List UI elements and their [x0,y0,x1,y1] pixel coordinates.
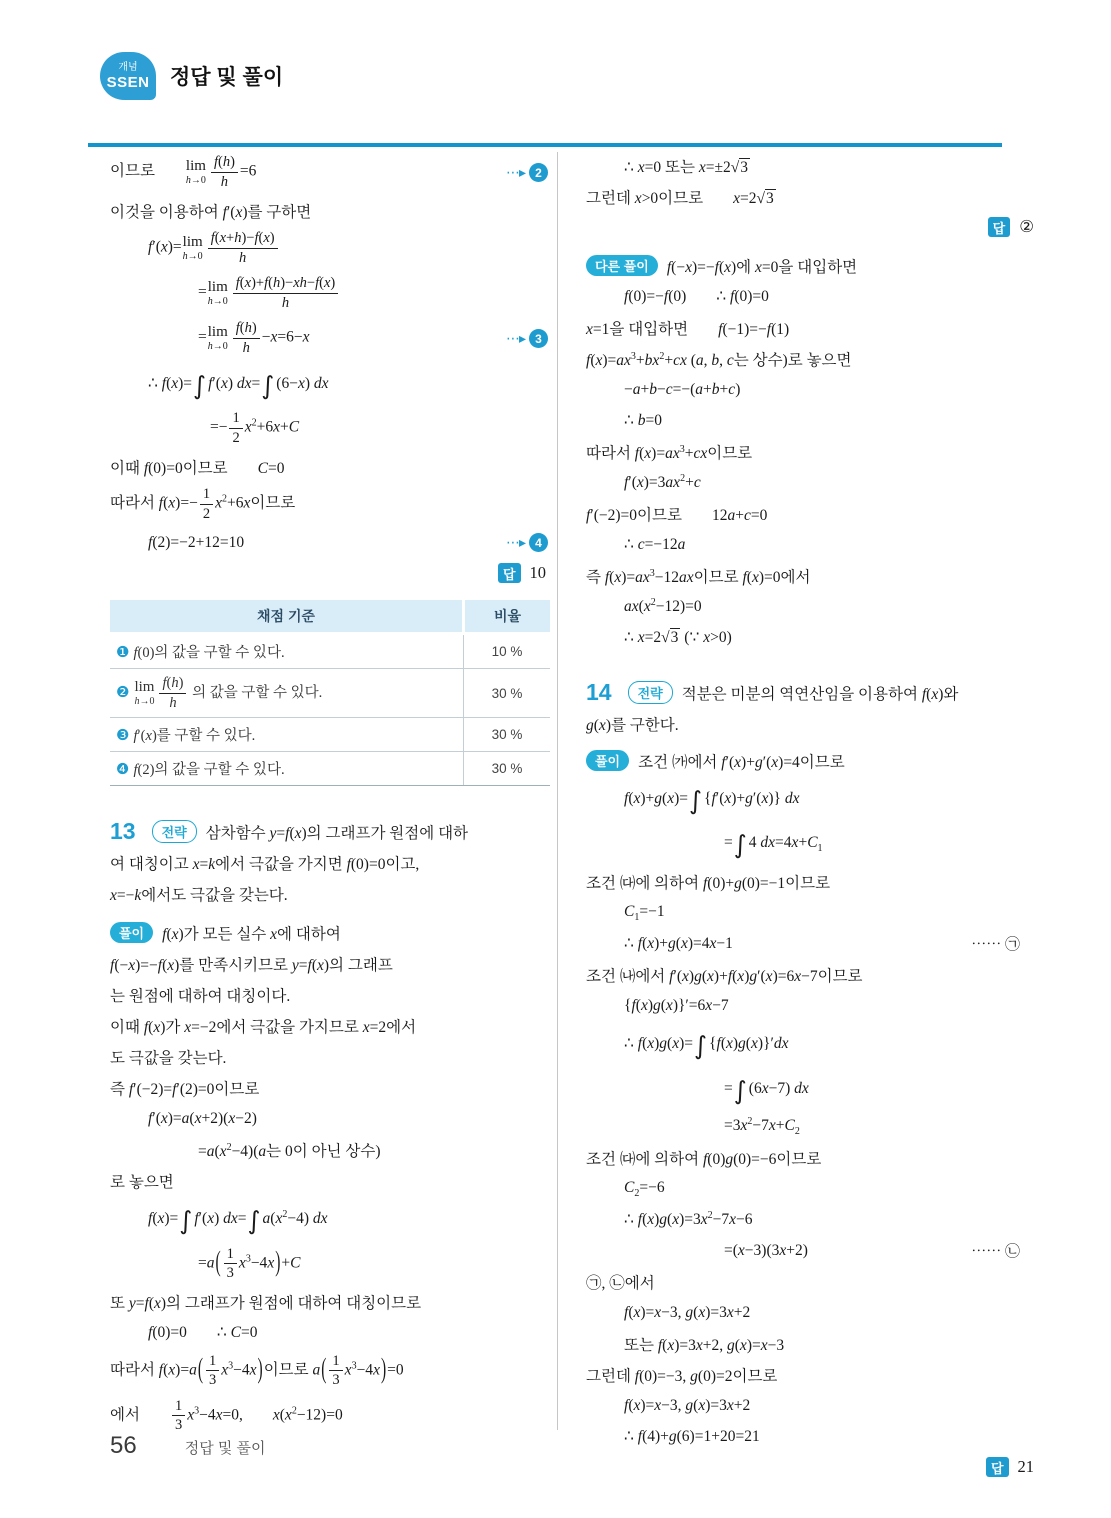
marker-dots-icon: ⋯▸ [505,534,525,551]
section-gap [110,909,550,917]
ratio-cell: 30 % [464,718,551,752]
math-text: f′(x)=a(x+2)(x−2) [148,1109,257,1127]
solution-line [586,591,1038,622]
solution-line [110,150,550,195]
math-text: $C_1=-1$ [624,902,665,923]
right-column [586,150,1038,1482]
math-text: f′(−2)=0이므로 12a+c=0 [586,506,768,524]
math-text: ∴ c=−12a [624,536,686,553]
solution-line [110,1165,550,1196]
math-text: $=a(x^2-4)(a$는 0이 아닌 상수) [198,1141,381,1160]
solution-line [586,560,1038,591]
math-text: = lim h→0 $\frac{f(h)}{h}$ −x=6−x [198,320,310,356]
solution-line [586,1066,1038,1111]
solution-line [110,1041,550,1072]
solution-line [110,527,550,558]
math-text: ∴ $f(x)g(x)=3x^2-7x-6$ [624,1210,753,1228]
math-text: $ax(x^2-12)=0$ [624,597,702,615]
ratio-cell: 30 % [464,752,551,786]
solution-line [586,374,1038,405]
math-text: 여 대칭이고 x=k에서 극값을 가지면 f(0)=0이고, [110,855,420,873]
answer-line [586,212,1038,242]
math-text: $=3x^2-7x+C_2$ [724,1116,800,1137]
grading-row [110,634,550,669]
math-text: 이것을 이용하여 f′(x)를 구하면 [110,203,312,221]
solution-line [586,343,1038,374]
math-text: 조건 ㈐에 의하여 f(0)g(0)=−6이므로 [586,1150,822,1168]
solution-badge: 풀이 [586,750,629,771]
math-text: $C_2=-6$ [624,1178,665,1199]
solution-line [586,776,1038,821]
solution-line [586,897,1038,928]
math-text: =(x−3)(3x+2) [724,1241,808,1259]
math-text: ∴ f(x)=∫ f′(x) dx=∫ (6−x) dx [148,370,329,400]
problem-header-line [586,677,1038,708]
math-text: ∴ f(x)+g(x)=4x−1 [624,935,733,952]
marker-dots-icon: ⋯▸ [505,164,525,181]
alt-badge: 다른 풀이 [586,255,658,276]
solution-line [110,847,550,878]
step-number-icon: ❷ [116,682,130,701]
math-text: f′(x)= lim h→0 $\frac{f(x+h)-f(x)}{h}$ [148,230,280,266]
marker-number: 4 [529,533,548,552]
solution-line [586,1235,1038,1266]
solution-line [110,271,550,316]
marker-dots-icon: ⋯▸ [505,330,525,347]
math-text: ㉠, ㉡에서 [586,1274,655,1292]
solution-line [110,226,550,271]
solution-line [586,498,1038,529]
solution-line [586,959,1038,990]
solution-badge: 풀이 [110,922,153,943]
answer-badge: 답 [988,217,1011,237]
solution-line [586,1266,1038,1297]
solution-line [586,312,1038,343]
solution-line [586,1204,1038,1235]
math-text: 이므로 lim h→0 $\frac{f(h)}{h}$ =6 [110,154,257,190]
math-text: f(x)=x−3, g(x)=3x+2 [624,1396,751,1414]
solution-line [586,1328,1038,1359]
ratio-cell: 10 % [464,634,551,669]
solution-line [110,1348,550,1393]
header-rule [88,143,1002,147]
math-text: x=−k에서도 극값을 갖는다. [110,886,288,904]
grading-header-row [110,600,550,634]
solution-line [110,948,550,979]
solution-line [586,745,1038,776]
grading-row [110,752,550,786]
solution-line [110,1010,550,1041]
strategy-badge: 전략 [152,820,197,843]
solution-line [110,451,550,482]
problem-number: 13 [110,818,136,845]
math-text: = lim h→0 $\frac{f(x)+f(h)-xh-f(x)}{h}$ [198,275,340,311]
section-gap [110,800,550,816]
math-text: ∴ x=0 또는 x=±2√3 [624,158,748,176]
math-text: 조건 ㈏에서 f′(x)g(x)+f(x)g′(x)=6x−7이므로 [586,967,863,985]
equation-ref: ⋯⋯ ㉠ [971,937,1020,953]
math-text: f(x)가 모든 실수 x에 대하여 [162,925,341,943]
criteria-text: f(0)의 값을 구할 수 있다. [133,645,285,661]
step-number-icon: ❸ [116,726,130,745]
math-text: 또는 f(x)=3x+2, g(x)=x−3 [624,1336,785,1354]
solution-12-continued [110,150,550,588]
math-text: f(−x)=−f(x)에 x=0을 대입하면 [666,258,858,276]
criteria-cell [110,634,464,669]
ratio-header: 비율 [464,600,551,634]
answer-badge: 답 [986,1457,1009,1477]
criteria-text: f(2)의 값을 구할 수 있다. [133,762,285,779]
solution-line [586,708,1038,739]
marker-number: 2 [529,163,548,182]
solution-line [586,1021,1038,1066]
left-column [110,150,550,1438]
column-divider [557,152,558,1430]
criteria-text: f′(x)를 구할 수 있다. [133,728,256,745]
solution-line [586,250,1038,281]
math-text: 또 y=f(x)의 그래프가 원점에 대하여 대칭이므로 [110,1294,422,1312]
math-text: 적분은 미분의 역연산임을 이용하여 f(x)와 [681,685,959,703]
solution-line [586,821,1038,866]
strategy-badge: 전략 [628,681,673,704]
solution-line [586,990,1038,1021]
problem-number: 14 [586,679,612,705]
solution-line [586,467,1038,498]
solution-line [110,1103,550,1134]
math-text: =∫ (6x−7) dx [724,1075,809,1105]
ssen-logo [100,52,156,100]
math-text: {f(x)g(x)}′=6x−7 [624,996,729,1014]
page-title: 정답 및 풀이 [170,66,284,89]
math-text: $f(x)=ax^3+bx^2+cx$ (a, b, c는 상수)로 놓으면 [586,350,852,369]
solution-line [110,1286,550,1317]
math-text: ∴ x=2√3 (∵ x>0) [624,629,732,646]
math-text: 이때 f(x)가 x=−2에서 극값을 가지므로 x=2에서 [110,1018,417,1036]
math-text: 즉 f′(−2)=f′(2)=0이므로 [110,1080,260,1098]
math-text: $f'(x)=3ax^2+c$ [624,473,701,491]
math-text: f(0)=−f(0) ∴ f(0)=0 [624,288,769,305]
solution-line [586,1359,1038,1390]
math-text: f(x)+g(x)=∫ {f′(x)+g′(x)} dx [624,785,800,815]
solution-line [586,866,1038,897]
math-text: 에서 $\frac{1}{3}$ $x^3-4x=0$, $x(x^2-12)=0$ [110,1397,343,1434]
solution-line [110,1241,550,1286]
math-text: 이때 f(0)=0이므로 C=0 [110,459,285,477]
step-number-icon: ❹ [116,760,130,779]
math-text: 삼차함수 y=f(x)의 그래프가 원점에 대하 [205,824,469,842]
grading-row [110,669,550,718]
page-number: 56 [110,1432,137,1459]
math-text: f(x)=x−3, g(x)=3x+2 [624,1303,751,1321]
solution-line [110,316,550,361]
criteria-header: 채점 기준 [110,600,464,634]
section-gap [586,242,1038,250]
math-text: ∴ b=0 [624,412,662,429]
equation-ref: ⋯⋯ ㉡ [971,1244,1020,1260]
math-text: f(2)=−2+12=10 [148,533,245,551]
section-gap [586,653,1038,677]
solution-line [110,917,550,948]
answer-value: 21 [1017,1457,1034,1476]
marker-number: 3 [529,329,548,348]
solution-line [586,436,1038,467]
math-text: 는 원점에 대하여 대칭이다. [110,987,291,1005]
solution-line [586,1173,1038,1204]
solution-line [586,281,1038,312]
step-marker [506,533,550,552]
problem-14-solution [586,653,1038,1482]
answer-badge: 답 [498,563,521,583]
logo-top-text: 개념 [118,61,138,73]
step-number-icon: ❶ [116,643,130,661]
math-text: 즉 $f(x)=ax^3-12ax$이므로 f(x)=0에서 [586,567,811,586]
solution-line [110,878,550,909]
math-text: −a+b−c=−(a+b+c) [624,380,741,398]
solution-line [110,1072,550,1103]
math-text: 로 놓으면 [110,1173,174,1191]
solution-line [586,1390,1038,1421]
criteria-text: lim h→0 $\frac{f(h)}{h}$ 의 값을 구할 수 있다. [134,675,323,711]
solution-line [110,1196,550,1241]
solution-line [586,1142,1038,1173]
solution-line [110,406,550,451]
solution-line [110,482,550,527]
problem-13-solution [110,800,550,1438]
solution-line [110,1134,550,1165]
math-text: f(−x)=−f(x)를 만족시키므로 y=f(x)의 그래프 [110,956,393,974]
step-marker [506,329,550,348]
math-text: 그런데 x>0이므로 x=2√3 [586,189,774,207]
solution-line [586,1421,1038,1452]
criteria-cell [110,669,464,718]
grading-row [110,718,550,752]
solution-line [110,361,550,406]
solution-line [110,1317,550,1348]
solution-line [586,1111,1038,1142]
math-text: 조건 ㈐에 의하여 f(0)+g(0)=−1이므로 [586,874,831,892]
math-text: ∴ f(4)+g(6)=1+20=21 [624,1428,760,1445]
page-footer [110,1432,266,1460]
footer-section-label: 정답 및 풀이 [184,1440,266,1457]
solution-line [586,529,1038,560]
grading-table-body [110,634,550,786]
math-text: 도 극값을 갖는다. [110,1049,227,1067]
math-text: g(x)를 구한다. [586,716,679,734]
solution-line [586,150,1038,181]
math-text: =− $\frac{1}{2}$ $x^2+6x+C$ [210,410,300,446]
solution-13-continued [586,150,1038,653]
grading-table [110,600,550,786]
criteria-cell [110,752,464,786]
solution-line [110,979,550,1010]
grading-table-head [110,600,550,634]
math-text: f(0)=0 ∴ C=0 [148,1324,258,1342]
page-header [100,52,283,100]
math-text: 조건 ㈎에서 f′(x)+g′(x)=4이므로 [638,753,845,771]
solution-line [586,622,1038,653]
math-text: 따라서 f(x)=a( $\frac{1}{3}$ $x^3-4x$)이므로 a( $\frac{1}{3}$ $x^3-4x)=0$ [110,1352,404,1389]
math-text: ∴ f(x)g(x)=∫ {f(x)g(x)}′dx [624,1030,789,1060]
solution-line [586,928,1038,959]
math-text: 그런데 f(0)=−3, g(0)=2이므로 [586,1367,778,1385]
logo-main-text: SSEN [106,73,150,91]
answer-value: ② [1019,217,1034,236]
solution-line [586,405,1038,436]
math-text: f(x)=∫ f′(x) dx=∫ $a(x^2-4)$ dx [148,1205,328,1235]
math-text: =∫ 4 $dx=4x+C_1$ [724,830,823,859]
math-text: 따라서 f(x)=− $\frac{1}{2}$ $x^2+6x$이므로 [110,486,296,522]
math-text: x=1을 대입하면 f(−1)=−f(1) [586,320,790,338]
step-marker [506,163,550,182]
math-text: =a( $\frac{1}{3}$ $x^3-4x)+C$ [198,1245,301,1282]
solution-line [110,195,550,226]
solution-line [586,181,1038,212]
math-text: 따라서 $f(x)=ax^3+cx$이므로 [586,443,753,462]
answer-value: 10 [529,563,546,582]
answer-line [110,558,550,588]
problem-header-line [110,816,550,847]
solution-line [586,1297,1038,1328]
criteria-cell [110,718,464,752]
ratio-cell: 30 % [464,669,551,718]
answer-line [586,1452,1038,1482]
